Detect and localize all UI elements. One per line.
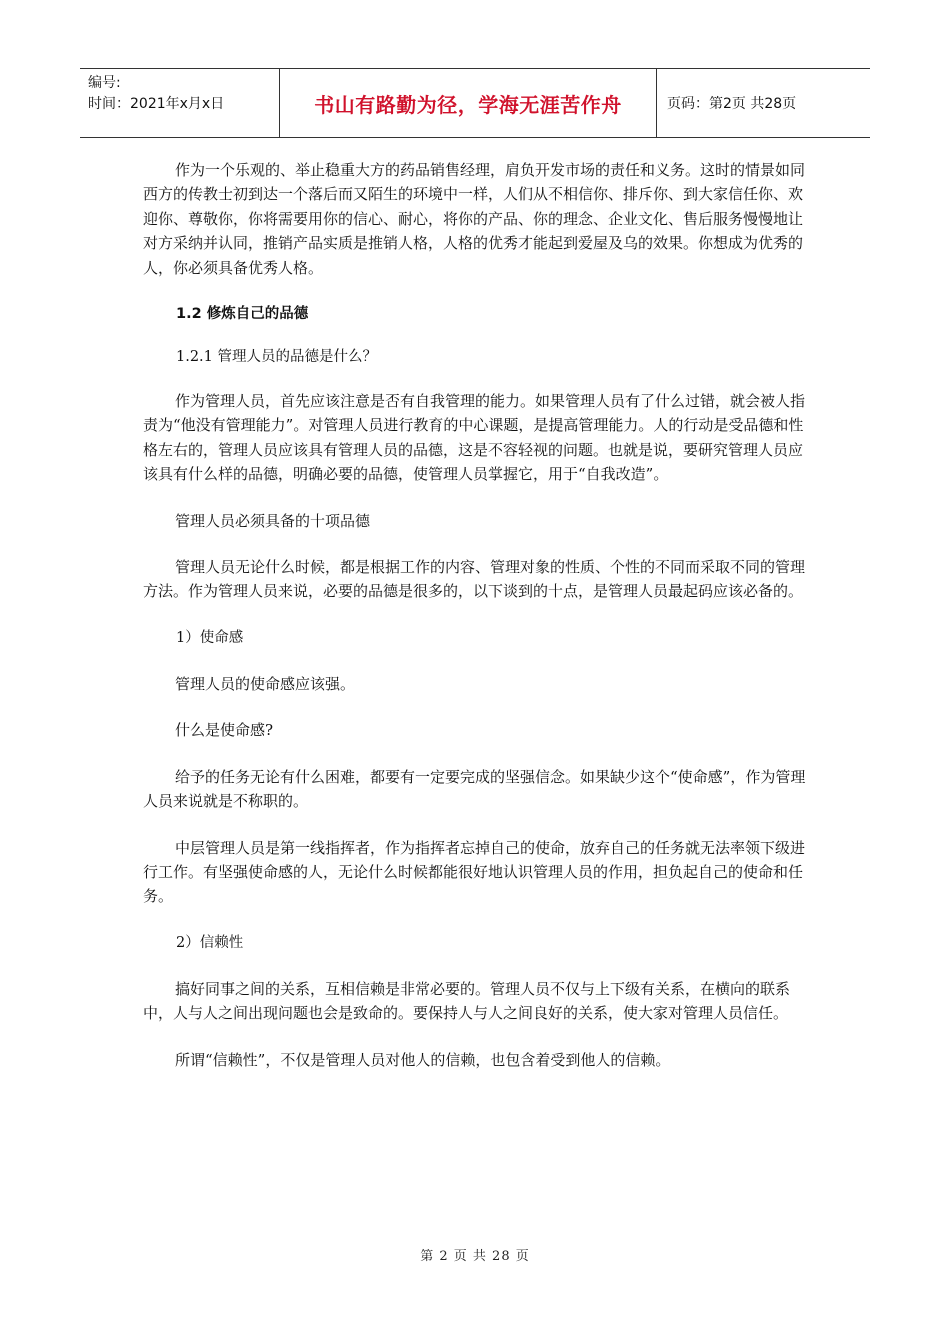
- paragraph: 管理人员无论什么时候，都是根据工作的内容、管理对象的性质、个性的不同而采取不同的管理方法。作为管理人员来说，必要的品德是很多的，以下谈到的十点，是管理人员最起码应该必备的。: [143, 558, 806, 601]
- paragraph: 中层管理人员是第一线指挥者，作为指挥者忘掉自己的使命，放弃自己的任务就无法率领下级进行工作。有坚强使命感的人，无论什么时候都能很好地认识管理人员的作用，担负起自己的使命和任务。: [143, 838, 806, 906]
- section-heading-1-2: 1.2 修炼自己的品德: [176, 306, 309, 323]
- page-header: [80, 68, 870, 138]
- page-footer: 第 2 页 共 28 页: [420, 1249, 530, 1264]
- paragraph: 管理人员必须具备的十项品德: [175, 511, 371, 530]
- list-item-heading: 2）信赖性: [176, 934, 244, 951]
- paragraph: 什么是使命感?: [175, 721, 274, 740]
- header-motto: 书山有路勤为径，学海无涯苦作舟: [280, 69, 657, 137]
- paragraph: 管理人员的使命感应该强。: [175, 674, 356, 693]
- paragraph: 作为管理人员，首先应该注意是否有自我管理的能力。如果管理人员有了什么过错，就会被人指责为“他没有管理能力”。对管理人员进行教育的中心课题，是提高管理能力。人的行动是受品德和性格左右的，管理人员应该具有管理人员的品德，这是不容轻视的问题。也就是说，要研究管理人员应该具有什么样的品德，明确必要的品德，使管理人员掌握它，用于“自我改造”。: [143, 392, 806, 484]
- paragraph: 所谓“信赖性”，不仅是管理人员对他人的信赖，也包含着受到他人的信赖。: [175, 1050, 671, 1069]
- paragraph: 搞好同事之间的关系，互相信赖是非常必要的。管理人员不仅与上下级有关系，在横向的联系中，人与人之间出现问题也会是致命的。要保持人与人之间良好的关系，使大家对管理人员信任。: [143, 979, 791, 1023]
- header-meta: [80, 69, 280, 137]
- time-label: 时间：2021年x月x日: [88, 96, 225, 112]
- paragraph: 给予的任务无论有什么困难，都要有一定要完成的坚强信念。如果缺少这个“使命感”，作为管理人员来说就是不称职的。: [143, 767, 806, 811]
- document-body: [143, 158, 807, 1072]
- header-page-info: 页码：第2页 共28页: [667, 96, 797, 112]
- list-item-heading: 1）使命感: [176, 629, 244, 646]
- number-label: 编号:: [88, 75, 121, 91]
- paragraph: 作为一个乐观的、举止稳重大方的药品销售经理，肩负开发市场的责任和义务。这时的情景如同西方的传教士初到达一个落后而又陌生的环境中一样，人们从不相信你、排斥你、到大家信任你、欢迎你、尊敬你，你将需要用你的信心、耐心，将你的产品、你的理念、企业文化、售后服务慢慢地让对方采纳并认同，推销产品实质是推销人格，人格的优秀才能起到爱屋及乌的效果。你想成为优秀的人，你必须具备优秀人格。: [143, 161, 806, 277]
- subsection-heading-1-2-1: 1.2.1 管理人员的品德是什么？: [176, 349, 378, 366]
